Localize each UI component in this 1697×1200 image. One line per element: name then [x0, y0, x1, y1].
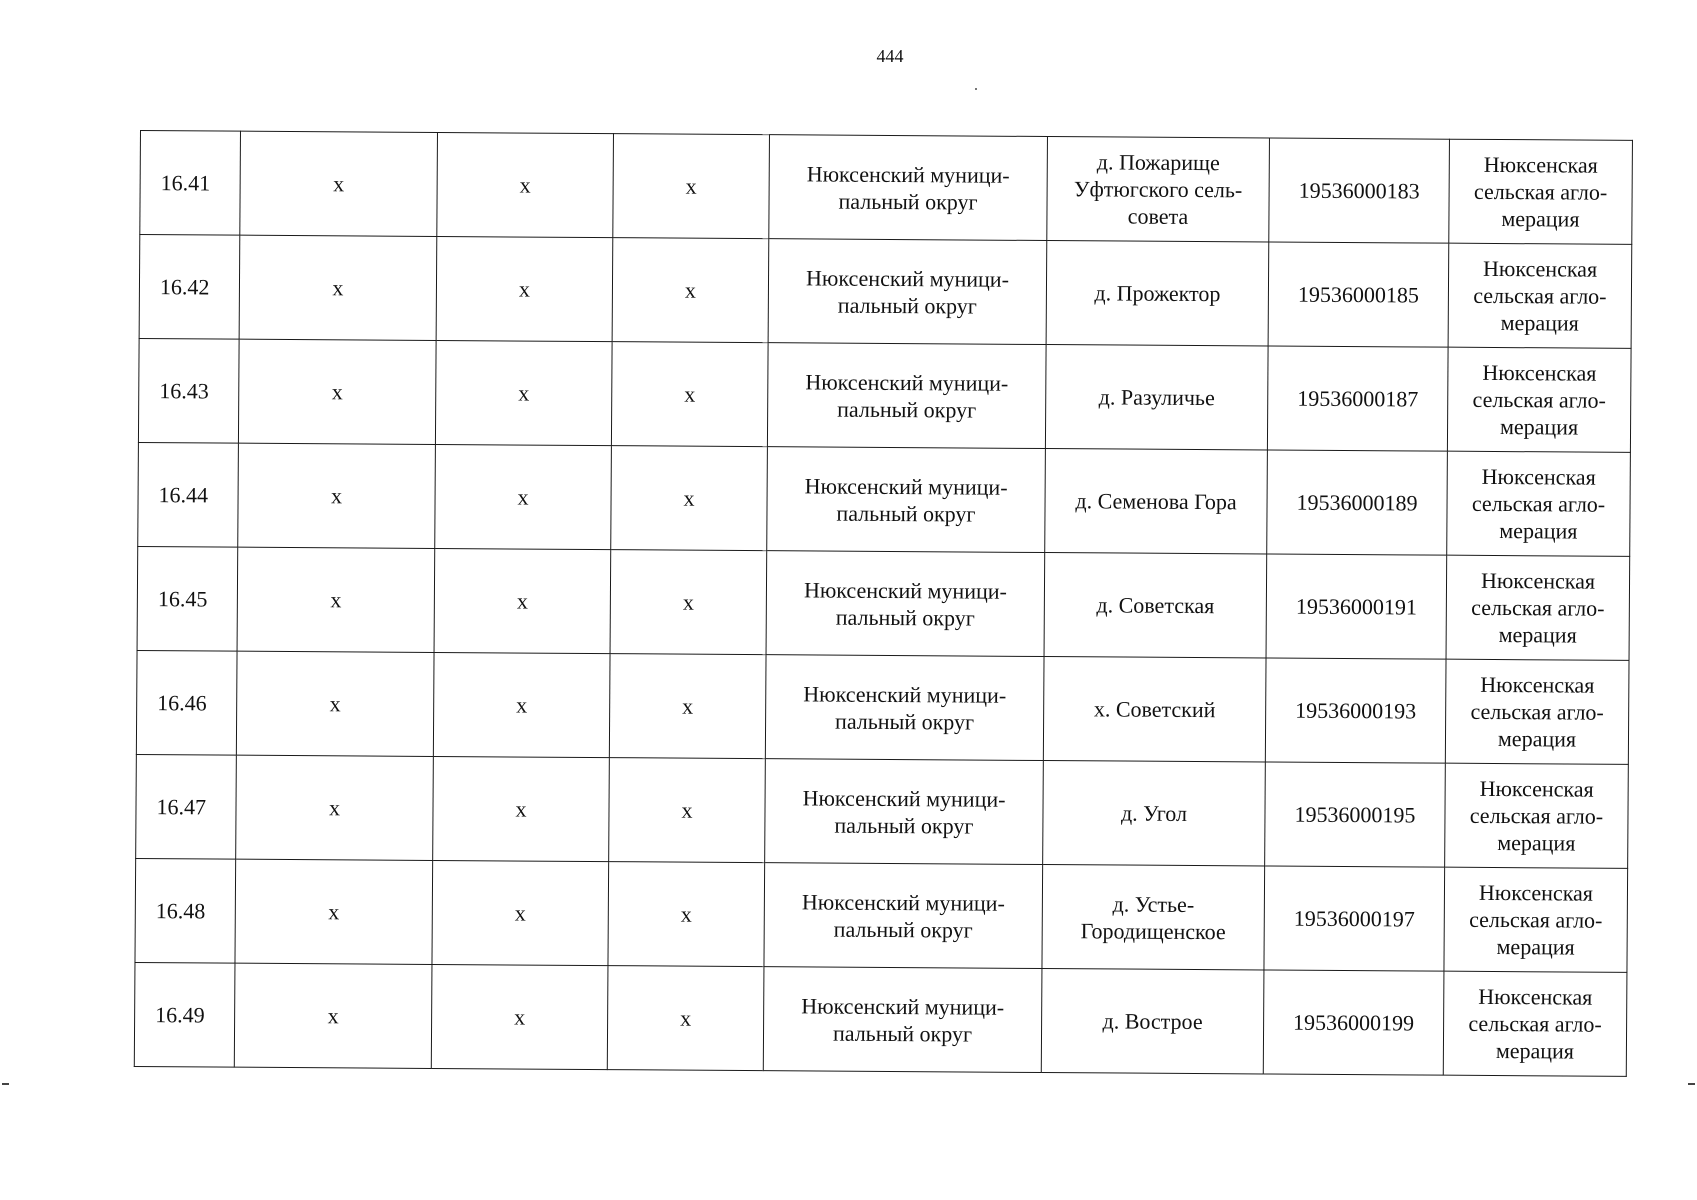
x-mark-cell: х: [433, 756, 610, 861]
code-cell: 19536000189: [1267, 450, 1448, 555]
settlement-cell: д. Разуличье: [1045, 345, 1268, 450]
x-mark-cell: х: [238, 443, 436, 548]
district-cell: Нюксенский муници-пальный округ: [768, 239, 1047, 345]
district-cell: Нюксенский муници-пальный округ: [767, 447, 1046, 553]
code-cell: 19536000183: [1269, 138, 1450, 243]
table-row: [138, 338, 1631, 452]
page-number: 444: [876, 46, 904, 66]
table-row: [140, 131, 1633, 245]
table-row: [135, 858, 1628, 972]
scan-artifact: [975, 88, 977, 90]
code-cell: 19536000199: [1263, 970, 1444, 1075]
district-cell: Нюксенский муници-пальный округ: [766, 551, 1045, 657]
x-mark-cell: х: [238, 339, 436, 444]
x-mark-cell: х: [610, 550, 767, 655]
x-mark-cell: х: [611, 446, 768, 551]
settlement-cell: д. Пожарище Уфтюгского сель-совета: [1047, 137, 1270, 242]
x-mark-cell: х: [437, 132, 614, 237]
agglomeration-cell: Нюксенская сельская агло-мерация: [1444, 867, 1628, 972]
row-number-cell: 16.46: [136, 650, 237, 755]
row-number-cell: 16.48: [135, 858, 236, 963]
agglomeration-cell: Нюксенская сельская агло-мерация: [1445, 659, 1629, 764]
agglomeration-cell: Нюксенская сельская агло-мерация: [1448, 243, 1632, 348]
settlements-table: [134, 130, 1633, 1077]
district-cell: Нюксенский муници-пальный округ: [765, 759, 1044, 865]
settlement-cell: д. Вострое: [1041, 969, 1264, 1074]
table-row: [136, 650, 1629, 764]
row-number-cell: 16.41: [140, 131, 241, 236]
x-mark-cell: х: [434, 548, 611, 653]
code-cell: 19536000197: [1264, 866, 1445, 971]
agglomeration-cell: Нюксенская сельская агло-мерация: [1445, 763, 1629, 868]
x-mark-cell: х: [236, 651, 434, 756]
district-cell: Нюксенский муници-пальный округ: [767, 343, 1046, 449]
row-number-cell: 16.47: [136, 754, 237, 859]
agglomeration-cell: Нюксенская сельская агло-мерация: [1447, 347, 1631, 452]
table-row: [134, 962, 1627, 1076]
x-mark-cell: х: [240, 131, 438, 236]
code-cell: 19536000195: [1265, 762, 1446, 867]
table-row: [137, 546, 1630, 660]
x-mark-cell: х: [431, 964, 608, 1069]
agglomeration-cell: Нюксенская сельская агло-мерация: [1447, 451, 1631, 556]
code-cell: 19536000193: [1265, 658, 1446, 763]
district-cell: Нюксенский муници-пальный округ: [765, 655, 1044, 761]
left-edge-mark: [2, 1083, 9, 1085]
row-number-cell: 16.42: [139, 235, 240, 340]
x-mark-cell: х: [611, 342, 768, 447]
x-mark-cell: х: [609, 654, 766, 759]
right-edge-mark: [1688, 1083, 1695, 1085]
row-number-cell: 16.45: [137, 546, 238, 651]
settlement-cell: д. Устье-Городищенское: [1042, 865, 1265, 970]
x-mark-cell: х: [608, 862, 765, 967]
code-cell: 19536000191: [1266, 554, 1447, 659]
x-mark-cell: х: [613, 134, 770, 239]
table-row: [139, 235, 1632, 349]
table-row: [138, 442, 1631, 556]
settlement-cell: д. Угол: [1043, 761, 1266, 866]
row-number-cell: 16.49: [134, 962, 235, 1067]
x-mark-cell: х: [433, 652, 610, 757]
agglomeration-cell: Нюксенская сельская агло-мерация: [1443, 971, 1627, 1076]
x-mark-cell: х: [432, 860, 609, 965]
agglomeration-cell: Нюксенская сельская агло-мерация: [1446, 555, 1630, 660]
x-mark-cell: х: [609, 758, 766, 863]
x-mark-cell: х: [607, 966, 764, 1071]
table-body: [134, 131, 1632, 1077]
code-cell: 19536000187: [1267, 346, 1448, 451]
settlement-cell: х. Советский: [1043, 657, 1266, 762]
district-cell: Нюксенский муници-пальный округ: [769, 135, 1048, 241]
x-mark-cell: х: [435, 340, 612, 445]
table-row: [136, 754, 1629, 868]
x-mark-cell: х: [234, 963, 432, 1068]
settlement-cell: д. Прожектор: [1046, 241, 1269, 346]
row-number-cell: 16.43: [138, 338, 239, 443]
code-cell: 19536000185: [1268, 242, 1449, 347]
x-mark-cell: х: [239, 235, 437, 340]
x-mark-cell: х: [435, 444, 612, 549]
x-mark-cell: х: [235, 859, 433, 964]
agglomeration-cell: Нюксенская сельская агло-мерация: [1449, 139, 1633, 244]
x-mark-cell: х: [436, 236, 613, 341]
district-cell: Нюксенский муници-пальный округ: [763, 967, 1042, 1073]
x-mark-cell: х: [237, 547, 435, 652]
settlement-cell: д. Советская: [1044, 553, 1267, 658]
settlement-cell: д. Семенова Гора: [1045, 449, 1268, 554]
x-mark-cell: х: [236, 755, 434, 860]
x-mark-cell: х: [612, 238, 769, 343]
row-number-cell: 16.44: [138, 442, 239, 547]
district-cell: Нюксенский муници-пальный округ: [764, 863, 1043, 969]
